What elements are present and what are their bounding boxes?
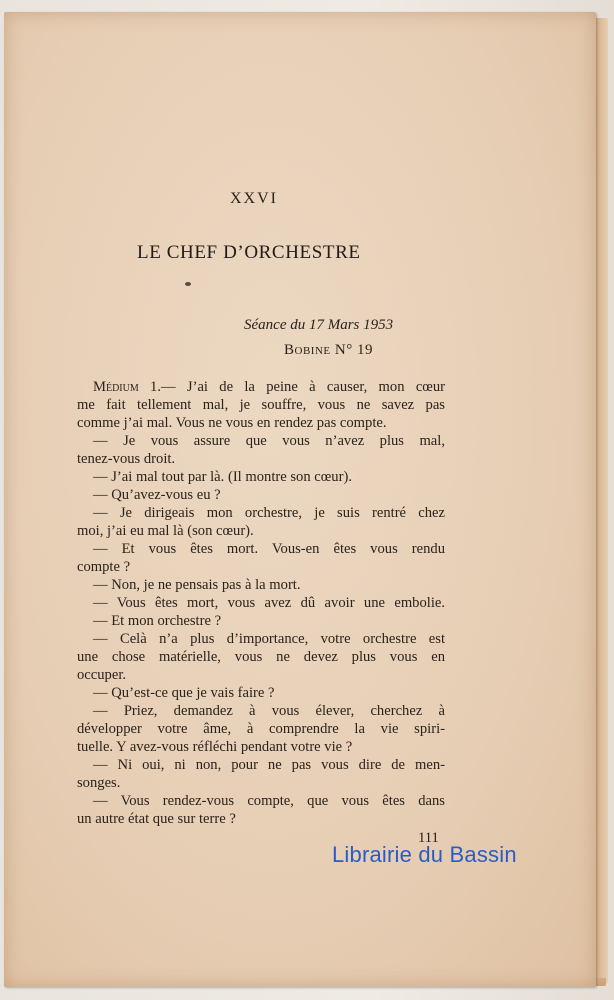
chapter-number: XXVI <box>230 190 278 207</box>
speaker-label: Médium <box>93 379 139 395</box>
body-line: — Priez, demandez à vous élever, cherchez à <box>93 703 445 719</box>
body-line: — Vous rendez-vous compte, que vous êtes dans <box>93 793 445 809</box>
session-date: Séance du 17 Mars 1953 <box>244 317 394 333</box>
body-line: — Et mon orchestre ? <box>93 613 222 629</box>
body-line-text: 1.— J’ai de la peine à causer, mon cœur <box>138 379 445 395</box>
body-line: — Celà n’a plus d’importance, votre orchestre est <box>93 631 445 647</box>
body-line: un autre état que sur terre ? <box>77 811 236 827</box>
watermark: Librairie du Bassin <box>332 842 517 867</box>
ink-speck <box>185 282 191 286</box>
body-line: — Et vous êtes mort. Vous-en êtes vous rendu <box>93 541 445 557</box>
page-number: 111 <box>418 830 439 846</box>
body-line: une chose matérielle, vous ne devez plus vous en <box>77 649 445 665</box>
body-line: tuelle. Y avez-vous réfléchi pendant votre vie ? <box>77 739 353 755</box>
body-line: compte ? <box>77 559 131 575</box>
body-line: — Qu’avez-vous eu ? <box>93 487 221 503</box>
body-line: tenez-vous droit. <box>77 451 176 467</box>
body-line: songes. <box>77 775 121 791</box>
body-line: — Ni oui, ni non, pour ne pas vous dire de men- <box>93 757 445 773</box>
body-line: — Je dirigeais mon orchestre, je suis rentré chez <box>93 505 445 521</box>
body-line: développer votre âme, à comprendre la vie spiri- <box>77 721 445 737</box>
body-line: moi, j’ai eu mal là (son cœur). <box>77 523 254 539</box>
body-line: — Non, je ne pensais pas à la mort. <box>93 577 301 593</box>
body-line: — J’ai mal tout par là. (Il montre son cœur). <box>93 469 352 485</box>
reel-number: Bobine N° 19 <box>284 342 373 358</box>
body-text <box>77 378 445 828</box>
body-line <box>77 378 445 396</box>
body-line: — Vous êtes mort, vous avez dû avoir une embolie. <box>93 595 445 611</box>
body-line: — Qu’est-ce que je vais faire ? <box>93 685 275 701</box>
body-line: comme j’ai mal. Vous ne vous en rendez pas compte. <box>77 415 387 431</box>
body-line: me fait tellement mal, je souffre, vous ne savez pas <box>77 397 445 413</box>
body-line: occuper. <box>77 667 127 683</box>
chapter-title: LE CHEF D’ORCHESTRE <box>137 242 361 263</box>
body-line: — Je vous assure que vous n’avez plus mal, <box>93 433 445 449</box>
